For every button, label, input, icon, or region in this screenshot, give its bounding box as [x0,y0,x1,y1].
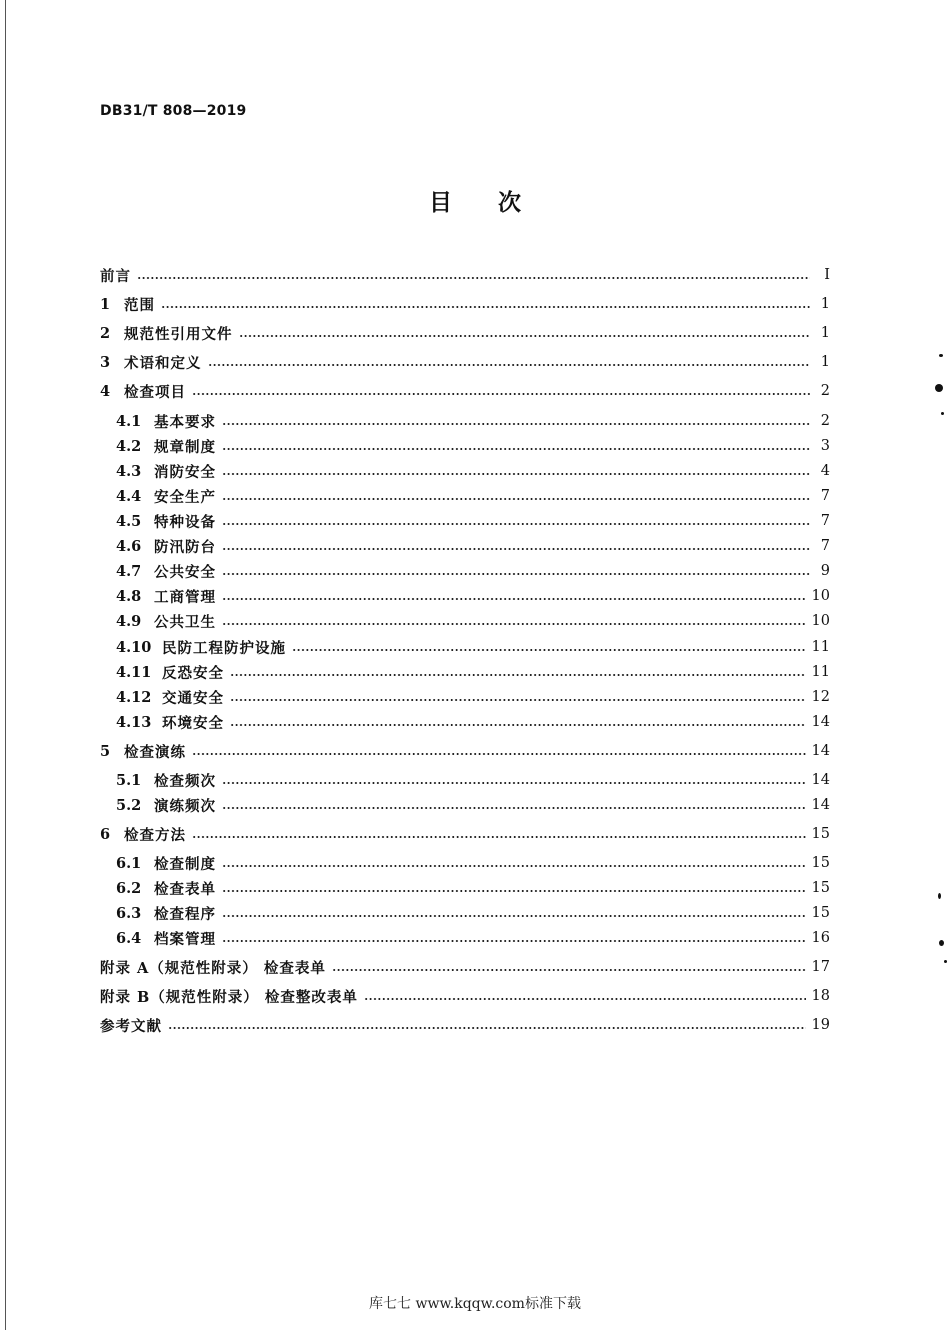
toc-entry-number: 6 [100,825,111,843]
toc-entry-label: 防汛防台 [154,538,216,556]
toc-entry [116,794,830,816]
toc-entry-page: 16 [811,930,830,946]
page-title: 目次 [429,190,567,216]
toc-entry-number: 4.1 [116,412,142,430]
toc-entry [100,985,830,1007]
toc-entry-label: 交通安全 [162,689,224,707]
toc-dot-leader [222,623,806,625]
toc-dot-leader [192,836,806,838]
toc-entry-page: 1 [820,354,830,370]
toc-dot-leader [192,753,806,755]
scan-speck [935,384,943,392]
toc-dot-leader [222,523,810,525]
toc-entry-page: 10 [811,613,830,629]
toc-entry [100,740,830,762]
toc-entry-number: 4.2 [116,437,142,455]
toc-entry-page: 17 [811,959,830,975]
toc-dot-leader [230,724,806,726]
toc-entry-label: 检查方法 [124,826,186,844]
toc-entry-page: 19 [811,1017,830,1033]
toc-entry [100,956,830,978]
toc-entry-label: 前言 [100,267,131,285]
toc-entry-number: 6.2 [116,879,142,897]
toc-entry-number: 2 [100,324,111,342]
toc-dot-leader [137,277,810,279]
toc-entry-label: 术语和定义 [124,354,202,372]
toc-entry [100,380,830,402]
toc-entry-page: 1 [820,296,830,312]
toc-dot-leader [222,573,810,575]
toc-entry [116,711,830,733]
toc-entry-page: 14 [811,743,830,759]
toc-entry-page: 11 [811,639,830,655]
toc-dot-leader [161,306,810,308]
toc-entry-label: 环境安全 [162,714,224,732]
toc-entry-page: 14 [811,772,830,788]
toc-dot-leader [230,699,806,701]
toc-entry-page: 14 [811,714,830,730]
toc-entry [116,510,830,532]
toc-entry [116,852,830,874]
toc-dot-leader [222,890,806,892]
toc-entry-label: 消防安全 [154,463,216,481]
toc-dot-leader [222,807,806,809]
toc-dot-leader [222,598,806,600]
toc-entry-number: 4.10 [116,638,152,656]
toc-dot-leader [168,1027,806,1029]
toc-entry-label: 特种设备 [154,513,216,531]
toc-entry-label: 公共安全 [154,563,216,581]
toc-entry [116,435,830,457]
toc-entry [100,351,830,373]
toc-entry [116,769,830,791]
toc-entry [116,636,830,658]
toc-entry-label: 检查制度 [154,855,216,873]
toc-entry [100,322,830,344]
toc-entry-page: 10 [811,588,830,604]
toc-entry-number: 4.11 [116,663,152,681]
toc-entry-label: 规范性引用文件 [124,325,233,343]
toc-entry [100,1014,830,1036]
toc-entry [100,823,830,845]
toc-dot-leader [292,649,806,651]
toc-dot-leader [332,969,806,971]
toc-entry-label: 安全生产 [154,488,216,506]
toc-entry [100,293,830,315]
scan-speck [939,354,943,357]
toc-entry-page: 7 [820,488,830,504]
toc-entry [116,535,830,557]
toc-entry-number: 5.1 [116,771,142,789]
toc-entry [116,485,830,507]
toc-entry-number: 4.8 [116,587,142,605]
toc-dot-leader [222,548,810,550]
toc-entry [116,686,830,708]
toc-entry-page: 15 [811,905,830,921]
toc-entry-page: 7 [820,538,830,554]
toc-entry-label: 检查频次 [154,772,216,790]
toc-entry-number: 6.4 [116,929,142,947]
toc-entry-page: 14 [811,797,830,813]
toc-dot-leader [222,448,810,450]
toc-entry-number: 4.12 [116,688,152,706]
toc-entry [116,560,830,582]
toc-entry-page: 9 [820,563,830,579]
toc-dot-leader [222,915,806,917]
toc-entry-label: 附录 B（规范性附录） 检查整改表单 [100,988,358,1006]
toc-dot-leader [222,940,806,942]
toc-dot-leader [222,498,810,500]
toc-entry-number: 6.1 [116,854,142,872]
toc-entry-label: 范围 [124,296,155,314]
toc-entry-number: 4.13 [116,713,152,731]
toc-entry-number: 6.3 [116,904,142,922]
toc-entry-label: 档案管理 [154,930,216,948]
toc-entry [116,585,830,607]
toc-entry-label: 规章制度 [154,438,216,456]
toc-dot-leader [222,423,810,425]
document-code: DB31/T 808—2019 [100,103,247,119]
toc-entry-label: 工商管理 [154,588,216,606]
toc-entry-label: 参考文献 [100,1017,162,1035]
toc-entry-page: 3 [820,438,830,454]
toc-entry-label: 民防工程防护设施 [162,639,286,657]
toc-entry-page: 1 [820,325,830,341]
toc-entry-number: 4.3 [116,462,142,480]
toc-entry-page: 18 [811,988,830,1004]
toc-entry-number: 4.9 [116,612,142,630]
toc-entry [116,661,830,683]
toc-entry-page: 11 [811,664,830,680]
toc-dot-leader [239,335,811,337]
toc-entry-page: 4 [820,463,830,479]
toc-entry-page: 2 [820,383,830,399]
toc-entry-number: 4 [100,382,111,400]
toc-entry-number: 4.7 [116,562,142,580]
footer-watermark: 库七七 www.kqqw.com标准下载 [369,1296,581,1312]
toc-entry-page: 12 [811,689,830,705]
scan-speck [939,940,944,946]
toc-entry-label: 公共卫生 [154,613,216,631]
scan-speck [938,893,941,899]
toc-entry [116,460,830,482]
toc-entry-page: 2 [820,413,830,429]
toc-entry [116,610,830,632]
toc-dot-leader [208,364,811,366]
toc-entry-label: 检查表单 [154,880,216,898]
toc-entry-page: 15 [811,826,830,842]
toc-dot-leader [222,782,806,784]
toc-entry-page: 7 [820,513,830,529]
toc-entry-label: 基本要求 [154,413,216,431]
toc-entry-number: 5 [100,742,111,760]
toc-entry-page: 15 [811,880,830,896]
toc-dot-leader [222,473,810,475]
scan-speck [944,960,947,963]
toc-entry-number: 1 [100,295,111,313]
toc-dot-leader [364,998,806,1000]
toc-entry-label: 检查演练 [124,743,186,761]
scan-speck [941,412,944,415]
toc-entry [100,264,830,286]
toc-entry-number: 4.5 [116,512,142,530]
toc-entry-number: 4.6 [116,537,142,555]
toc-entry-label: 附录 A（规范性附录） 检查表单 [100,959,326,977]
toc-entry-page: I [824,267,830,283]
toc-entry [116,927,830,949]
toc-dot-leader [222,865,806,867]
toc-entry-label: 检查程序 [154,905,216,923]
toc-entry-number: 4.4 [116,487,142,505]
toc-dot-leader [230,674,806,676]
toc-entry [116,877,830,899]
toc-entry-label: 反恐安全 [162,664,224,682]
toc-dot-leader [192,393,810,395]
toc-entry [116,410,830,432]
toc-entry-number: 5.2 [116,796,142,814]
toc-entry [116,902,830,924]
toc-entry-page: 15 [811,855,830,871]
toc-entry-number: 3 [100,353,111,371]
toc-entry-label: 演练频次 [154,797,216,815]
toc-entry-label: 检查项目 [124,383,186,401]
